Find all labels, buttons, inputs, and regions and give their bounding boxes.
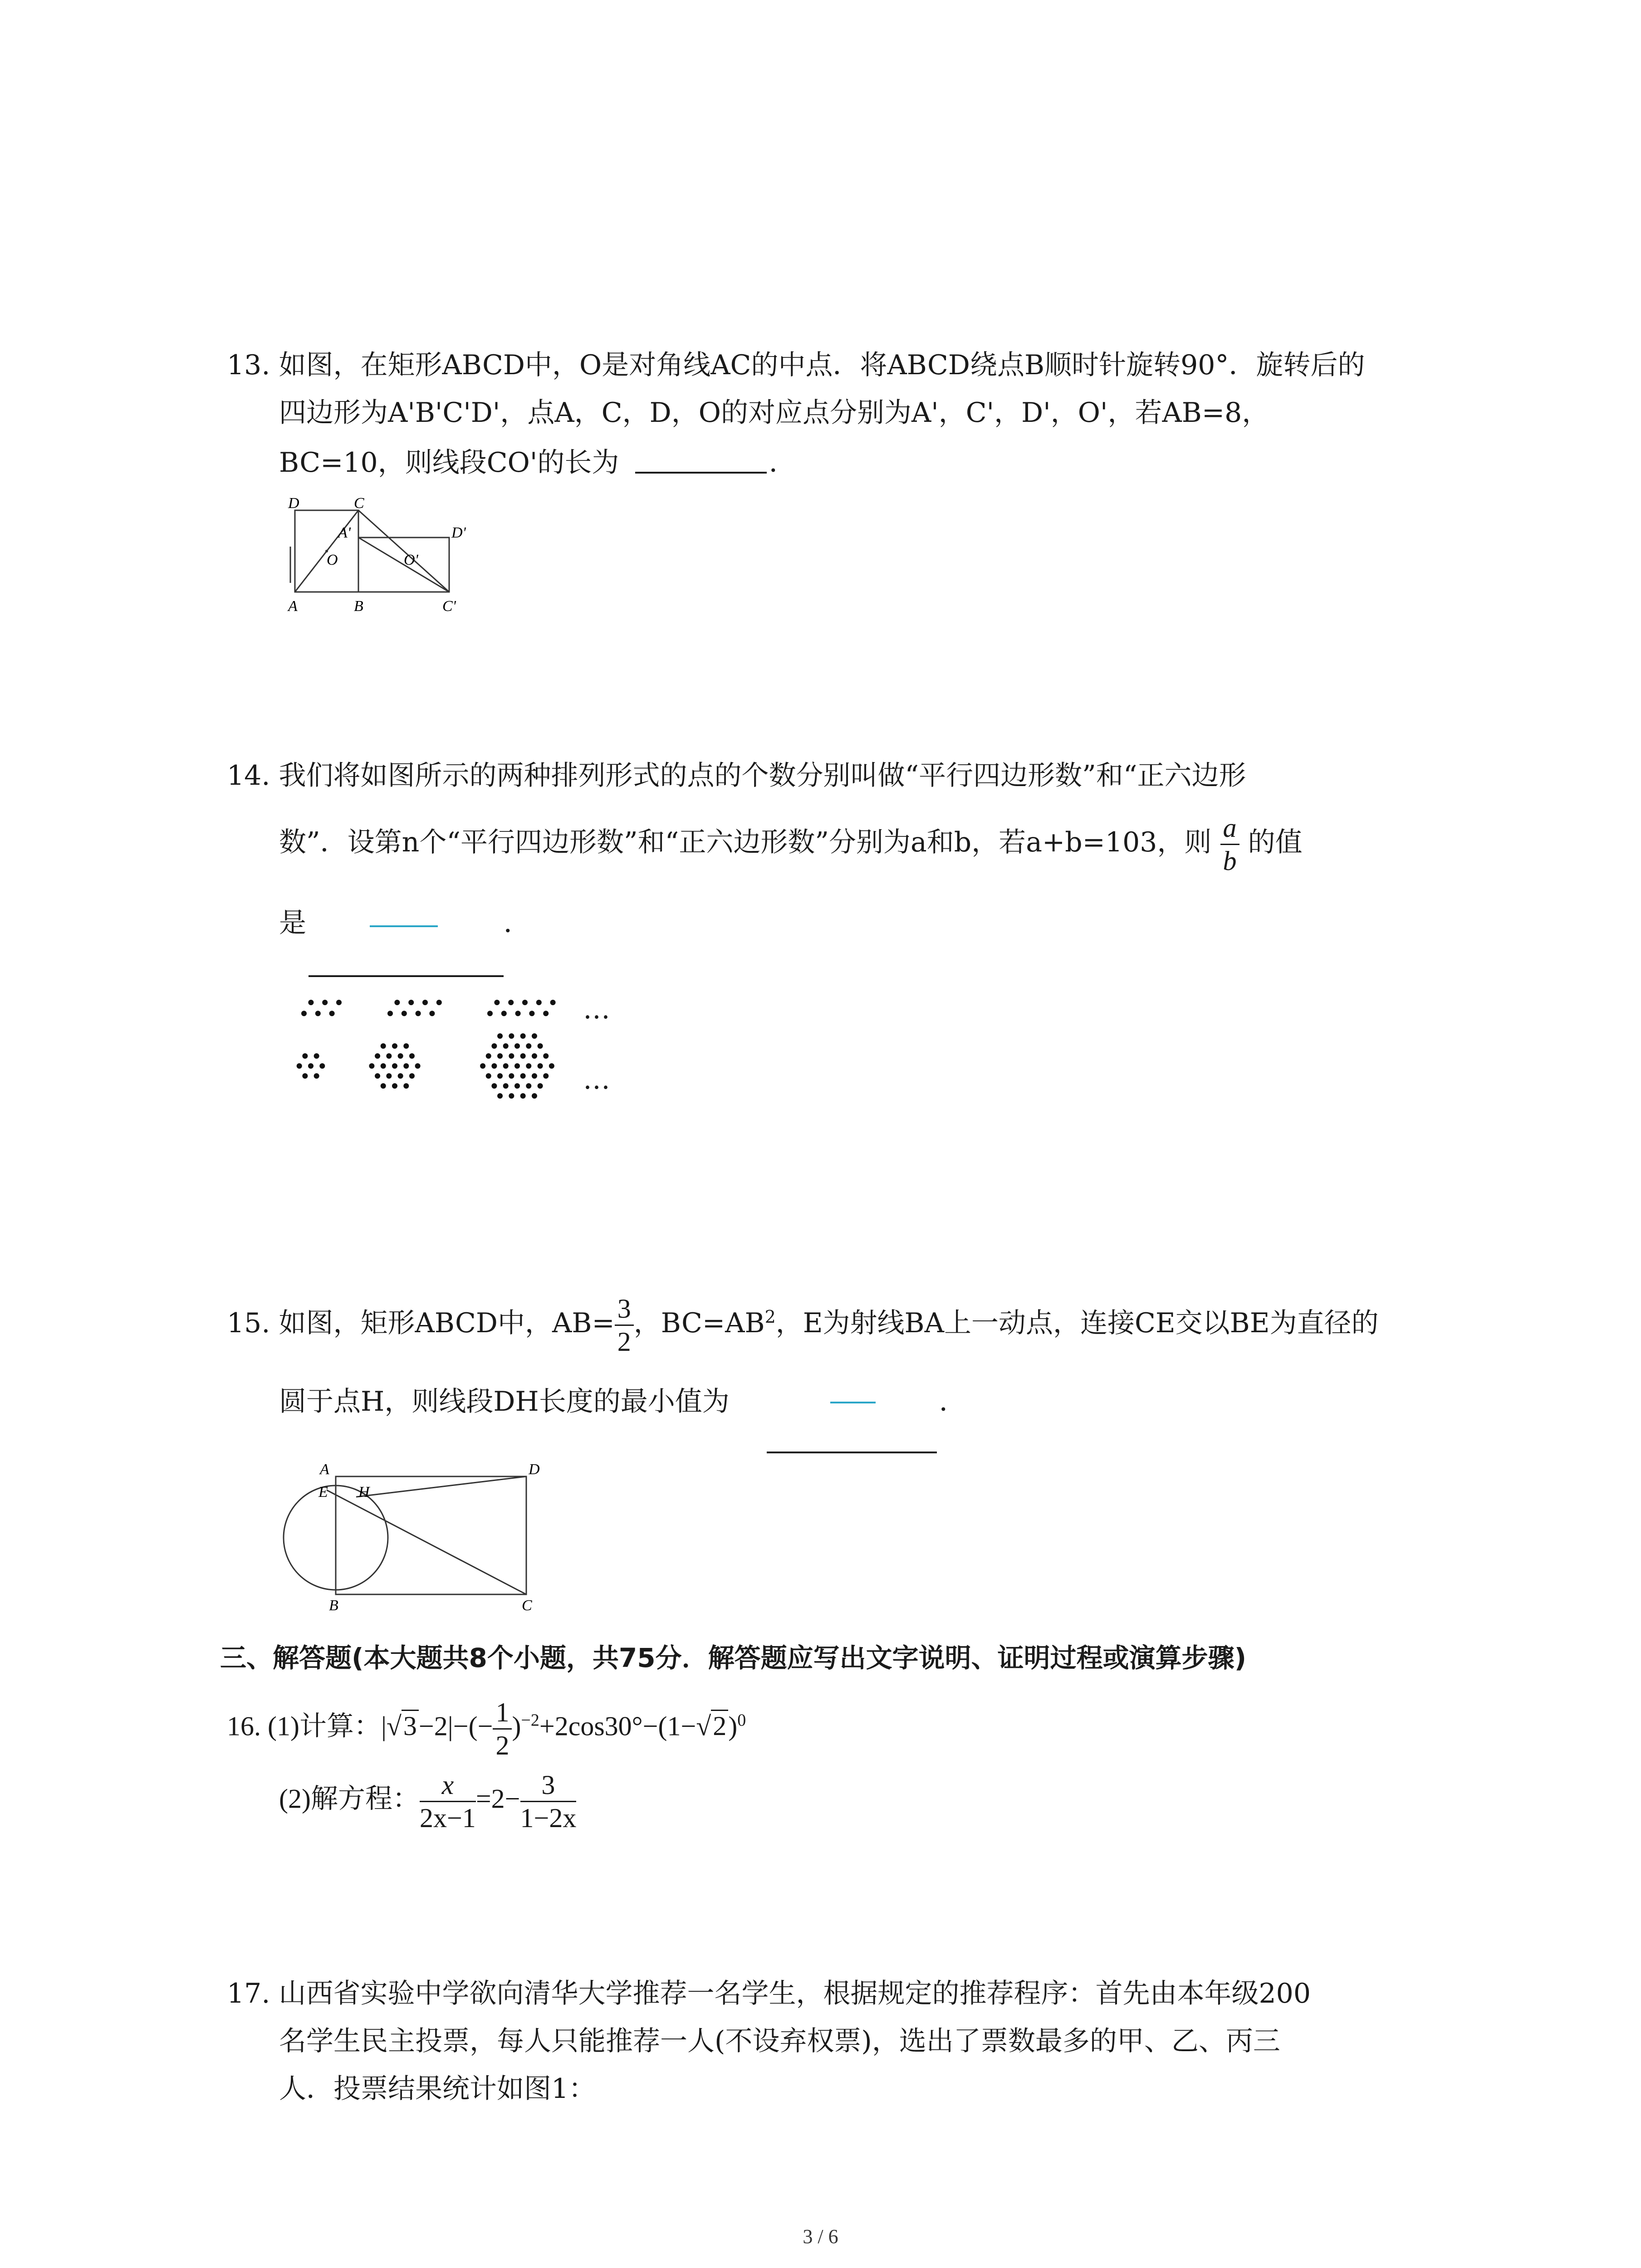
hexagon-dot [392, 1063, 397, 1069]
hexagon-dot [509, 1093, 514, 1099]
q16-p2-frac1 [420, 1769, 476, 1834]
q14-ellipsis-row2: … [583, 1064, 610, 1095]
hexagon-dot [514, 1043, 520, 1049]
hexagon-dot [543, 1053, 549, 1059]
hexagon-dot [538, 1043, 543, 1049]
q14-ellipsis-row1: … [583, 993, 610, 1025]
hexagon-dot [386, 1053, 392, 1059]
hexagon-dot [543, 1073, 549, 1079]
hexagon-dot [302, 1073, 308, 1079]
hexagon-dot [302, 1053, 308, 1059]
hexagon-dot [319, 1063, 325, 1069]
hexagon-dot [491, 1043, 497, 1049]
q13-line1: 13. 如图，在矩形ABCD中，O是对角线AC的中点．将ABCD绕点B顺时针旋转90°．旋转后的 [227, 349, 1365, 381]
q14-fraction [1220, 812, 1239, 877]
q15-line1-b: ，BC=AB [633, 1307, 765, 1339]
hexagon-dot [532, 1033, 537, 1039]
q13-label-Oprime: O' [404, 552, 418, 568]
hexagon-dot [486, 1053, 491, 1059]
hexagon-dot [497, 1073, 503, 1079]
q14-frac-den: b [1223, 846, 1237, 876]
parallelogram-dot [543, 1011, 549, 1016]
hexagon-dot [314, 1073, 319, 1079]
parallelogram-dot [522, 1000, 528, 1005]
q14-line3-end: ． [504, 907, 531, 939]
parallelogram-dot [315, 1011, 321, 1016]
hexagon-dot [381, 1043, 386, 1049]
q16-frac-den: 2 [495, 1730, 509, 1760]
hexagon-dot [538, 1083, 543, 1089]
q16-p1-d: +2cos30°−(1− [539, 1711, 696, 1741]
parallelogram-dot [508, 1000, 514, 1005]
hexagon-dot [381, 1083, 386, 1089]
q16-p2-frac1-den: 2x−1 [419, 1803, 476, 1833]
q15-label-E: E [318, 1484, 328, 1501]
hexagon-dot [520, 1093, 526, 1099]
q15-frac-num: 3 [615, 1293, 634, 1326]
hexagon-dot [392, 1083, 397, 1089]
hexagon-dot [491, 1083, 497, 1089]
hexagon-dot [497, 1093, 503, 1099]
hexagon-dot [375, 1073, 380, 1079]
q13-label-A: A [288, 598, 298, 615]
parallelogram-dot [501, 1011, 507, 1016]
q14-line2-text: 数”．设第n个“平行四边形数”和“正六边形数”分别为a和b，若a+b=103，则 [279, 826, 1212, 859]
hexagon-dot [403, 1063, 409, 1069]
hexagon-dot [297, 1063, 302, 1069]
q13-label-Dprime: D' [451, 524, 466, 541]
hexagon-dot [392, 1043, 397, 1049]
q15-line1 [227, 1293, 1379, 1358]
q15-answer-mark [830, 1402, 876, 1403]
q14-line2-end: 的值 [1248, 826, 1303, 859]
parallelogram-dot [308, 1000, 314, 1005]
parallelogram-dot [394, 1000, 400, 1005]
q13-line3: BC=10，则线段CO'的长为 [279, 447, 619, 479]
q15-line2-b: ． [939, 1386, 966, 1418]
q15-label-H: H [358, 1484, 370, 1501]
hexagon-dot [526, 1063, 531, 1069]
q13-line3-end: ． [769, 447, 796, 479]
q16-p1-e: ) [728, 1711, 738, 1741]
hexagon-dot [514, 1063, 520, 1069]
hexagon-dot [503, 1063, 509, 1069]
q13-figure [272, 492, 481, 624]
parallelogram-dot [494, 1000, 500, 1005]
hexagon-dot [398, 1053, 403, 1059]
q13-label-D: D [288, 495, 299, 512]
parallelogram-dot [422, 1000, 428, 1005]
q16-frac-num: 1 [493, 1696, 512, 1730]
hexagon-dot [409, 1053, 415, 1059]
q15-answer-blank[interactable] [767, 1452, 937, 1453]
q16-sup1: −2 [521, 1711, 539, 1730]
q14-line1: 14. 我们将如图所示的两种排列形式的点的个数分别叫做“平行四边形数”和“正六边形 [227, 760, 1246, 792]
q15-line2-a: 圆于点H，则线段DH长度的最小值为 [279, 1386, 730, 1418]
hexagon-dot [381, 1063, 386, 1069]
hexagon-dot [526, 1083, 531, 1089]
parallelogram-dot [515, 1011, 521, 1016]
hexagon-dot [509, 1033, 514, 1039]
hexagon-dot [403, 1043, 409, 1049]
q15-figure [277, 1458, 549, 1617]
q16-p1-a: 16. (1)计算：| [227, 1711, 387, 1741]
hexagon-dot [415, 1063, 421, 1069]
parallelogram-dot [402, 1011, 407, 1016]
parallelogram-dot [429, 1011, 435, 1016]
q13-answer-blank[interactable] [635, 472, 767, 474]
q16-sqrt1: 3 [402, 1710, 419, 1741]
parallelogram-dot [336, 1000, 342, 1005]
q14-answer-blank[interactable] [309, 975, 504, 977]
q15-label-D: D [529, 1461, 540, 1478]
hexagon-dot [520, 1073, 526, 1079]
hexagon-dot [503, 1083, 509, 1089]
parallelogram-dot [329, 1011, 335, 1016]
q15-line1-c: ，E为射线BA上一动点，连接CE交以BE为直径的 [775, 1307, 1379, 1339]
hexagon-dot [486, 1073, 491, 1079]
parallelogram-dot [387, 1011, 393, 1016]
q14-line2 [279, 812, 1303, 877]
q16-p2-frac1-num: x [420, 1769, 476, 1802]
q13-label-Aprime: A' [338, 524, 351, 541]
q16-part2 [279, 1769, 576, 1834]
q15-label-C: C [522, 1597, 532, 1614]
parallelogram-dot [416, 1011, 421, 1016]
q13-label-O: O [327, 552, 338, 568]
hexagon-dot [503, 1043, 509, 1049]
q15-line1-a: 15. 如图，矩形ABCD中，AB= [227, 1307, 615, 1339]
hexagon-dot [398, 1073, 403, 1079]
q17-line1: 17. 山西省实验中学欲向清华大学推荐一名学生，根据规定的推荐程序：首先由本年级200 [227, 1978, 1311, 2009]
q15-label-B: B [329, 1597, 338, 1614]
q16-p2-b: =2− [475, 1784, 520, 1814]
q15-fraction [615, 1293, 634, 1358]
hexagon-dot [386, 1073, 392, 1079]
q16-sqrt2: 2 [711, 1710, 728, 1741]
parallelogram-dot [550, 1000, 556, 1005]
q15-label-A: A [320, 1461, 329, 1478]
hexagon-dot [509, 1053, 514, 1059]
hexagon-dot [480, 1063, 485, 1069]
parallelogram-dot [487, 1011, 493, 1016]
parallelogram-dot [529, 1011, 534, 1016]
q13-label-C: C [354, 495, 364, 512]
q13-line2: 四边形为A'B'C'D'，点A，C，D，O的对应点分别为A'，C'，D'，O'，若AB=8， [279, 397, 1269, 429]
hexagon-dot [497, 1053, 503, 1059]
q16-sup2: 0 [737, 1711, 746, 1730]
q16-p2-frac2 [520, 1769, 577, 1834]
hexagon-dot [549, 1063, 554, 1069]
q14-answer-mark [370, 925, 438, 927]
parallelogram-dot [408, 1000, 414, 1005]
q16-part1: 16. (1)计算：|√3−2|−(− $\frac{1}{2}$ )$^{-2}+2\cos 30^\circ-(1-√2)^0$ [227, 1697, 746, 1760]
parallelogram-dot [322, 1000, 328, 1005]
hexagon-dot [369, 1063, 374, 1069]
q17-line3: 人．投票结果统计如图1： [279, 2073, 596, 2105]
hexagon-dot [532, 1093, 537, 1099]
q14-line3-start: 是 [279, 907, 306, 939]
hexagon-dot [409, 1073, 415, 1079]
hexagon-dot [526, 1043, 531, 1049]
hexagon-dot [314, 1053, 319, 1059]
q13-label-B: B [354, 598, 363, 615]
q16-p2-frac2-num: 3 [520, 1769, 577, 1802]
q16-p1-b: −2|−(− [418, 1711, 493, 1741]
hexagon-dot [520, 1033, 526, 1039]
hexagon-dot [538, 1063, 543, 1069]
parallelogram-dot [301, 1011, 307, 1016]
hexagon-dot [532, 1053, 537, 1059]
q16-p2-frac2-den: 1−2x [520, 1803, 577, 1833]
q16-p2-a: (2)解方程： [279, 1784, 420, 1814]
q17-line2: 名学生民主投票，每人只能推荐一人(不设弃权票)，选出了票数最多的甲、乙、丙三 [279, 2025, 1280, 2057]
q14-frac-num: a [1220, 812, 1239, 845]
parallelogram-dot [536, 1000, 542, 1005]
hexagon-dot [308, 1063, 314, 1069]
q15-sup: 2 [764, 1307, 776, 1327]
hexagon-dot [491, 1063, 497, 1069]
hexagon-dot [520, 1053, 526, 1059]
parallelogram-dot [436, 1000, 442, 1005]
q13-label-Cprime: C' [442, 598, 456, 615]
q16-frac [493, 1696, 512, 1761]
q15-frac-den: 2 [617, 1327, 631, 1357]
hexagon-dot [532, 1073, 537, 1079]
hexagon-dot [403, 1083, 409, 1089]
section3-title: 三、解答题(本大题共8个小题，共75分．解答题应写出文字说明、证明过程或演算步骤) [220, 1642, 1247, 1673]
hexagon-dot [497, 1033, 503, 1039]
page-number: 3 / 6 [803, 2225, 838, 2248]
hexagon-dot [514, 1083, 520, 1089]
hexagon-dot [509, 1073, 514, 1079]
q16-p1-c: ) [512, 1711, 521, 1741]
hexagon-dot [375, 1053, 380, 1059]
